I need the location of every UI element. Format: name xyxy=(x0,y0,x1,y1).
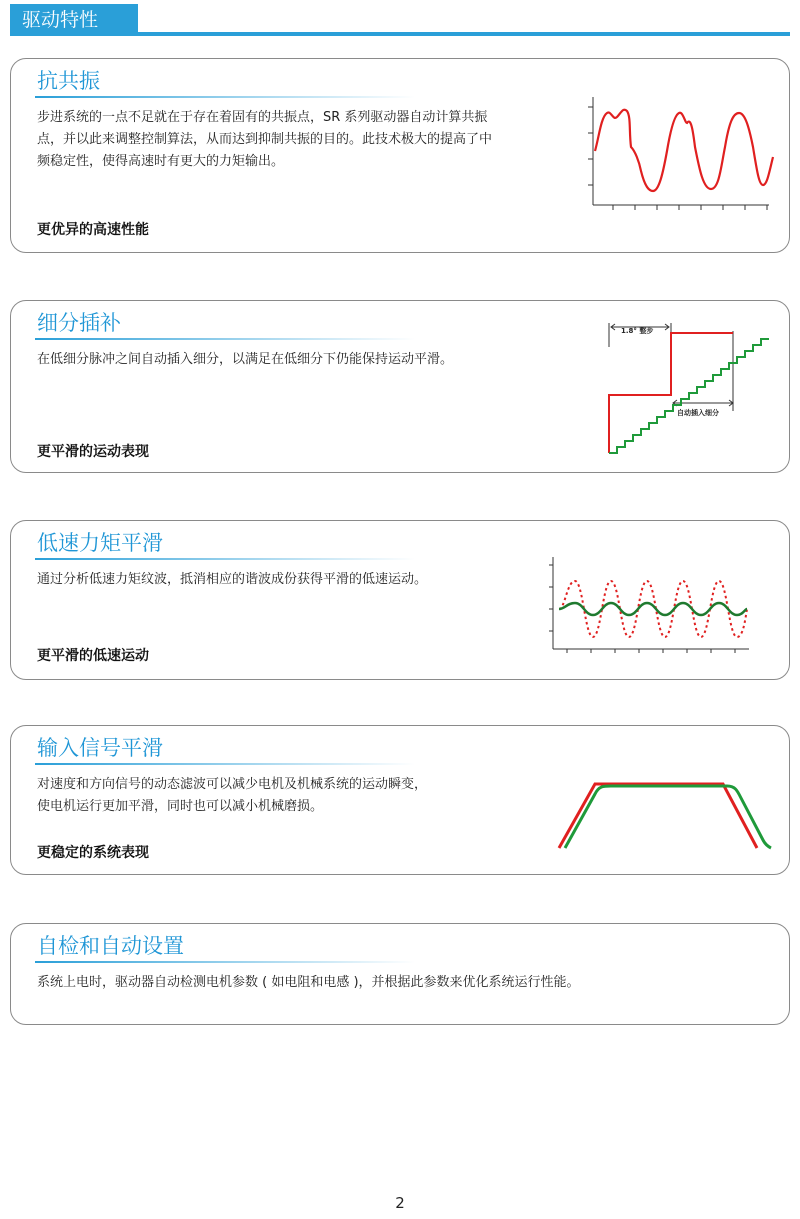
description-line: 在低细分脉冲之间自动插入细分，以满足在低细分下仍能保持运动平滑。 xyxy=(37,352,454,367)
signal-smoothing-figure xyxy=(551,774,781,854)
description-line: 使电机运行更加平滑，同时也可以减小机械磨损。 xyxy=(37,799,324,814)
resonance-curve xyxy=(595,110,773,191)
description-line: 频稳定性，使得高速时有更大的力矩输出。 xyxy=(37,154,285,169)
raw-signal-trace xyxy=(559,784,757,848)
section-anti-resonance xyxy=(10,58,790,253)
torque-ripple-figure xyxy=(545,551,755,655)
section-input-signal-smoothing xyxy=(10,725,790,875)
section-description xyxy=(37,972,580,994)
section-title: 自检和自动设置 xyxy=(37,934,184,958)
interpolation-staircase-figure xyxy=(601,311,771,463)
ripple-curve xyxy=(559,581,747,637)
description-line: 对速度和方向信号的动态滤波可以减少电机及机械系统的运动瞬变， xyxy=(37,777,428,792)
section-self-test-auto-setup xyxy=(10,923,790,1025)
section-title: 低速力矩平滑 xyxy=(37,531,163,555)
page-header xyxy=(10,4,790,36)
section-title: 细分插补 xyxy=(37,311,121,335)
title-underline xyxy=(35,961,415,963)
section-title: 输入信号平滑 xyxy=(37,736,163,760)
step-label: 1.8° 整步 xyxy=(621,327,654,335)
header-rule xyxy=(138,32,790,36)
section-description xyxy=(37,569,427,591)
section-microstep-interpolation xyxy=(10,300,790,473)
header-title: 驱动特性 xyxy=(10,4,138,36)
section-description xyxy=(37,774,427,818)
description-line: 步进系统的一点不足就在于存在着固有的共振点，SR 系列驱动器自动计算共振 xyxy=(37,110,488,125)
section-footer: 更优异的高速性能 xyxy=(37,222,149,238)
title-underline xyxy=(35,558,415,560)
title-underline xyxy=(35,338,415,340)
description-line: 点，并以此来调整控制算法，从而达到抑制共振的目的。此技术极大的提高了中 xyxy=(37,132,493,147)
description-line: 系统上电时，驱动器自动检测电机参数 ( 如电阻和电感 )，并根据此参数来优化系统运行性能。 xyxy=(37,975,580,990)
section-description xyxy=(37,107,492,173)
description-line: 通过分析低速力矩纹波，抵消相应的谐波成份获得平滑的低速运动。 xyxy=(37,572,428,587)
smoothed-curve xyxy=(559,603,747,615)
section-title: 抗共振 xyxy=(37,69,100,93)
section-footer: 更平滑的运动表现 xyxy=(37,444,149,460)
section-low-speed-torque xyxy=(10,520,790,680)
section-footer: 更平滑的低速运动 xyxy=(37,648,149,664)
resonance-waveform-figure xyxy=(583,87,779,217)
full-step-trace xyxy=(609,333,733,453)
interp-label: 自动插入细分 xyxy=(677,409,719,417)
section-description xyxy=(37,349,453,371)
title-underline xyxy=(35,96,415,98)
title-underline xyxy=(35,763,415,765)
page-number: 2 xyxy=(395,1194,405,1212)
section-footer: 更稳定的系统表现 xyxy=(37,845,149,861)
